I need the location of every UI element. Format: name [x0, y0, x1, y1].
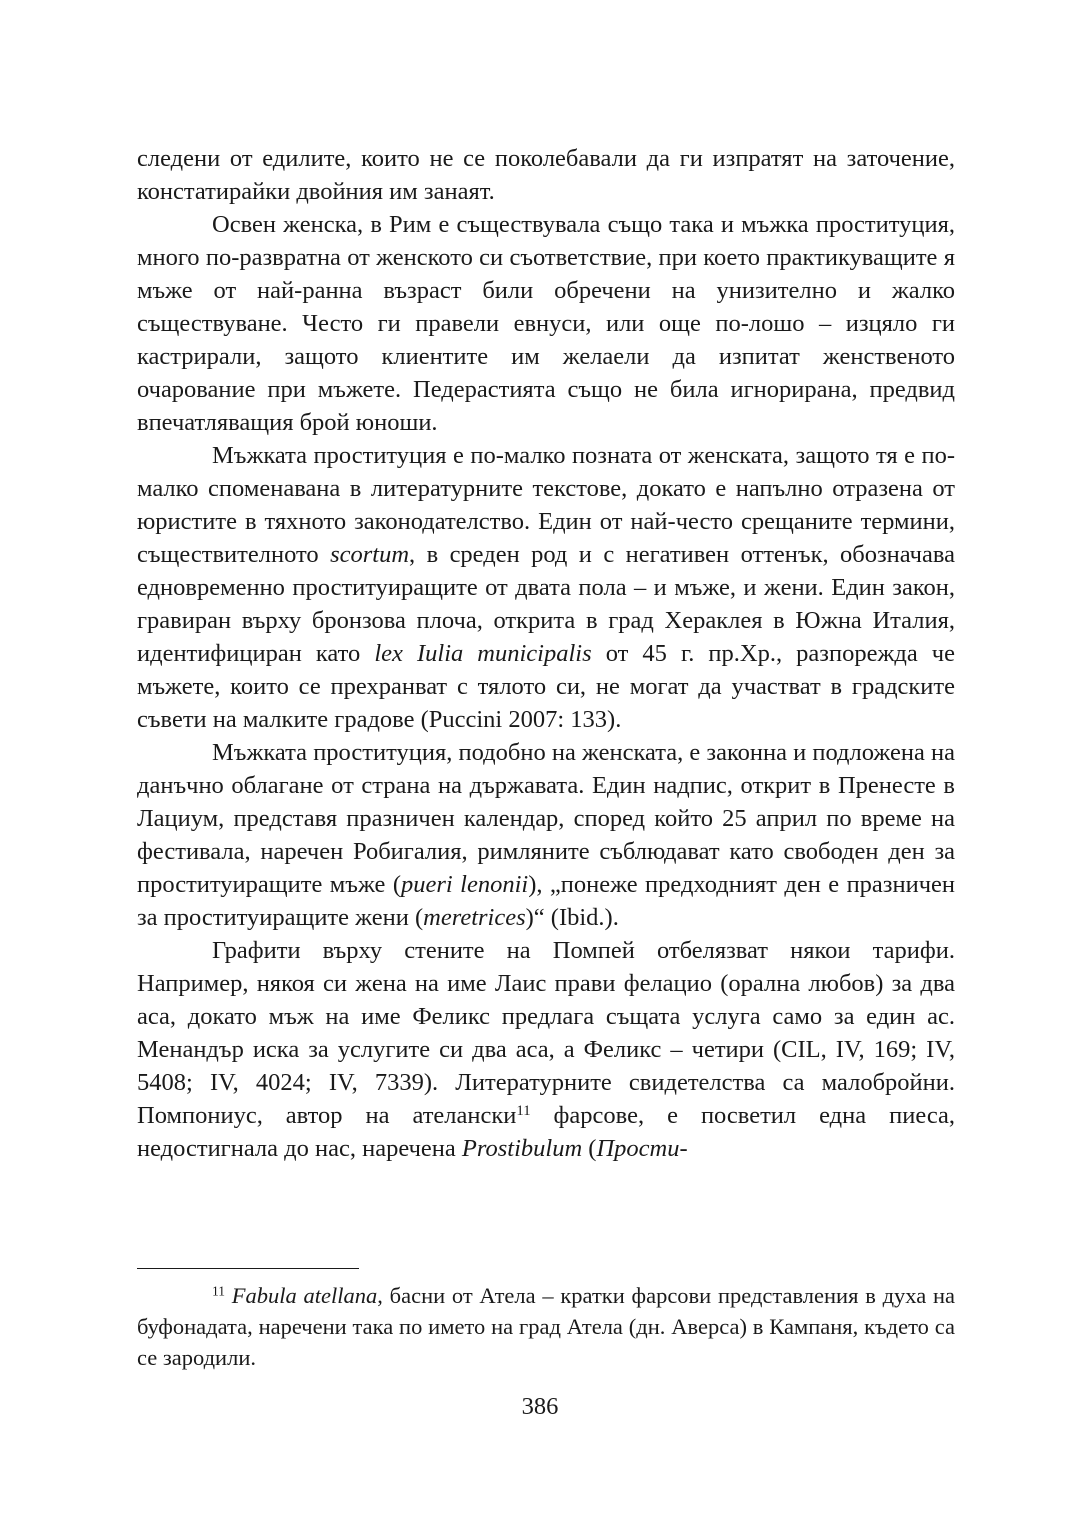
paragraph-4: Мъжката проституция, подобно на женската, е законна и подложена на данъчно облагане от страна на държавата. Един надпис, открит в Пренесте в Лациум, представя празничен календар, според който 25 април по време на фестивала, наречен Робигалия, римляните съблюдават като свободен ден за проституиращите мъже (pueri lenonii), „понеже предходният ден е празничен за проституиращите жени (meretrices)“ (Ibid.).: [137, 739, 956, 931]
paragraph-3: Мъжката проституция е по-малко позната от женската, защото тя е по-малко споменавана в литературните текстове, докато е напълно отразена от юристите в тяхното законодателство. Един от най-често срещаните термини, съществителното scortum, в среден род и с негативен оттенък, обозначава едновременно проституиращите от двата пола – и мъже, и жени. Един закон, гравиран върху бронзова плоча, открита в град Хераклея в Южна Италия, идентифициран като lex Iulia municipalis от 45 г. пр.Хр., разпорежда че мъжете, които се прехранват с тялото си, не могат да участват в градските съвети на малките градове (Puccini 2007: 133).: [137, 442, 955, 733]
play-title-translation: Прости-: [596, 1135, 688, 1162]
paragraph-2: Освен женска, в Рим е съществувала също така и мъжка проституция, много по-развратна от женското си съответствие, при което практикуващите я мъже от най-ранна възраст били обречени на унизително и жалко съществуване. Често ги правели евнуси, или още по-лошо – изцяло ги кастрирали, защото клиентите им желаели да изпитат женственото очарование при мъжете. Педерастията също не била игнорирана, предвид впечатляващия брой юноши.: [137, 211, 955, 436]
latin-term-pueri-lenonii: pueri lenonii: [401, 871, 529, 898]
play-title: Prostibulum: [461, 1135, 583, 1162]
paragraph-5: Графити върху стените на Помпей отбелязват някои тарифи. Например, някоя си жена на име Лаис прави фелацио (орална любов) за два аса, докато мъж на име Феликс предлага същата услуга само за един ас. Менандър иска за услугите си два аса, а Феликс – четири (CIL, IV, 169; IV, 5408; IV, 4024; IV, 7339). Литературните свидетелства са малобройни. Помпониус, автор на ателански$^{11}$ фарсове, е посветил една пиеса, недостигнала до нас, наречена Prostibulum (Прости-: [137, 937, 955, 1162]
footnote-11: [137, 1280, 955, 1373]
main-text: [137, 142, 955, 1165]
paragraph-1: следени от едилите, които не се поколебавали да ги изпратят на заточение, констатирайки двойния им занаят.: [137, 145, 955, 205]
law-name: lex Iulia municipalis: [374, 640, 592, 667]
footnote: [137, 1280, 955, 1373]
page-number: 386: [521, 1393, 559, 1420]
footnote-text: , басни от Атела – кратки фарсови представления в духа на буфонадата, наречени така по името на град Атела (дн. Аверса) в Кампаня, където са се зародили.: [137, 1283, 955, 1370]
latin-term-scortum: scortum: [330, 541, 410, 568]
footnote-separator: [137, 1268, 359, 1269]
footnote-number: 11: [212, 1283, 225, 1299]
footnote-title: Fabula atellana: [231, 1283, 378, 1308]
latin-term-meretrices: meretrices: [423, 904, 526, 931]
footnote-reference[interactable]: 11: [516, 1102, 531, 1119]
